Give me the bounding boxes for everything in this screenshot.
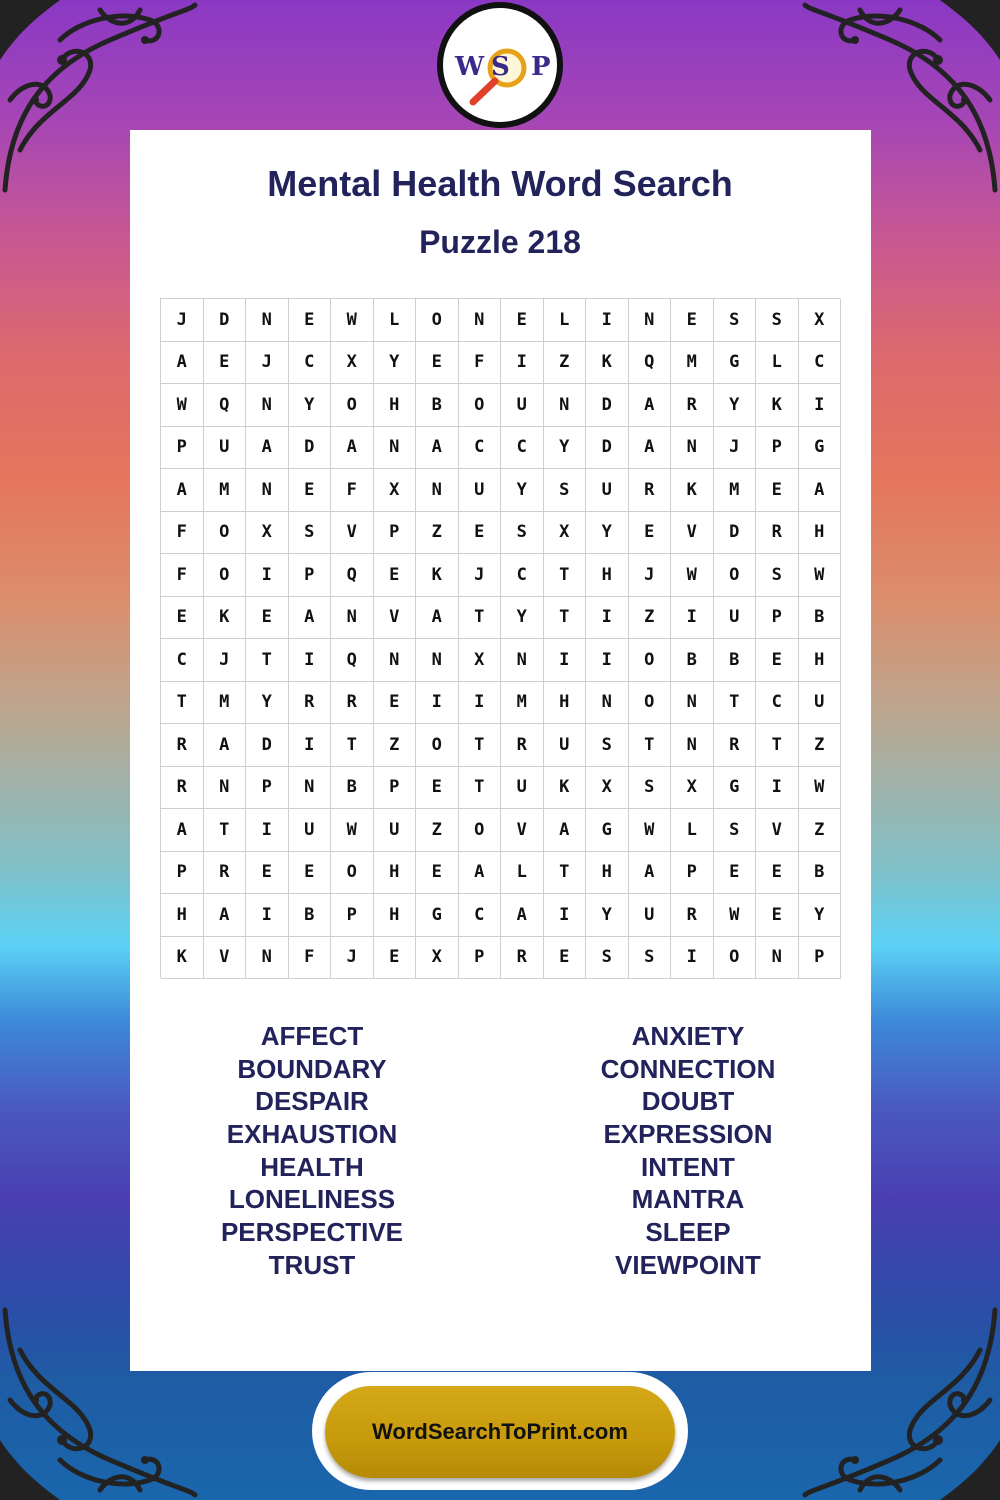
grid-cell[interactable]: O (714, 937, 757, 980)
grid-cell[interactable]: C (501, 427, 544, 470)
word-list-right (538, 1020, 838, 1282)
grid-cell[interactable]: R (331, 682, 374, 725)
grid-cell[interactable]: C (289, 342, 332, 385)
grid-cell[interactable]: E (501, 299, 544, 342)
grid-cell[interactable]: D (204, 299, 247, 342)
grid-cell[interactable]: B (289, 894, 332, 937)
grid-cell[interactable]: N (246, 384, 289, 427)
grid-cell[interactable]: L (544, 299, 587, 342)
grid-cell[interactable]: K (161, 937, 204, 980)
grid-cell[interactable]: R (671, 894, 714, 937)
grid-cell[interactable]: S (756, 299, 799, 342)
grid-cell[interactable]: P (246, 767, 289, 810)
grid-cell[interactable]: M (204, 469, 247, 512)
grid-cell[interactable]: Y (714, 384, 757, 427)
grid-cell[interactable]: P (161, 852, 204, 895)
grid-cell[interactable]: K (586, 342, 629, 385)
grid-cell[interactable]: B (331, 767, 374, 810)
grid-cell[interactable]: N (416, 639, 459, 682)
grid-cell[interactable]: O (459, 809, 502, 852)
grid-cell[interactable]: R (629, 469, 672, 512)
grid-cell[interactable]: R (501, 937, 544, 980)
grid-cell[interactable]: P (459, 937, 502, 980)
grid-cell[interactable]: A (416, 427, 459, 470)
grid-cell[interactable]: B (416, 384, 459, 427)
grid-cell[interactable]: J (331, 937, 374, 980)
grid-cell[interactable]: Z (374, 724, 417, 767)
grid-cell[interactable]: Y (501, 597, 544, 640)
grid-cell[interactable]: I (756, 767, 799, 810)
grid-cell[interactable]: W (799, 554, 842, 597)
grid-cell[interactable]: U (544, 724, 587, 767)
grid-cell[interactable]: A (289, 597, 332, 640)
grid-cell[interactable]: W (629, 809, 672, 852)
grid-cell[interactable]: X (671, 767, 714, 810)
grid-cell[interactable]: N (246, 937, 289, 980)
grid-cell[interactable]: T (246, 639, 289, 682)
puzzle-number: Puzzle 218 (419, 224, 581, 260)
grid-cell[interactable]: W (799, 767, 842, 810)
grid-cell[interactable]: E (416, 852, 459, 895)
page-title: Mental Health Word Search (267, 163, 733, 204)
grid-cell[interactable]: T (204, 809, 247, 852)
grid-cell[interactable]: E (374, 554, 417, 597)
grid-cell[interactable]: E (374, 937, 417, 980)
grid-cell[interactable]: R (161, 767, 204, 810)
grid-cell[interactable]: T (544, 554, 587, 597)
grid-cell[interactable]: U (501, 767, 544, 810)
grid-cell[interactable]: D (714, 512, 757, 555)
grid-cell[interactable]: P (671, 852, 714, 895)
grid-cell[interactable]: N (671, 682, 714, 725)
grid-cell[interactable]: N (246, 469, 289, 512)
word-list-item: MANTRA (631, 1184, 745, 1215)
grid-cell[interactable]: K (204, 597, 247, 640)
grid-cell[interactable]: N (374, 639, 417, 682)
grid-cell[interactable]: R (671, 384, 714, 427)
grid-cell[interactable]: U (289, 809, 332, 852)
grid-cell[interactable]: A (161, 469, 204, 512)
grid-cell[interactable]: O (714, 554, 757, 597)
grid-cell[interactable]: I (289, 639, 332, 682)
grid-cell[interactable]: Z (544, 342, 587, 385)
grid-cell[interactable]: H (586, 852, 629, 895)
grid-cell[interactable]: P (756, 597, 799, 640)
grid-cell[interactable]: X (799, 299, 842, 342)
grid-cell[interactable]: X (459, 639, 502, 682)
grid-cell[interactable]: A (331, 427, 374, 470)
grid-cell[interactable]: D (586, 384, 629, 427)
word-list-item: AFFECT (260, 1021, 364, 1051)
grid-cell[interactable]: T (544, 852, 587, 895)
site-logo[interactable] (437, 2, 563, 128)
grid-cell[interactable]: T (544, 597, 587, 640)
grid-cell[interactable]: X (416, 937, 459, 980)
grid-cell[interactable]: W (714, 894, 757, 937)
grid-cell[interactable]: T (714, 682, 757, 725)
grid-cell[interactable]: Y (289, 384, 332, 427)
grid-cell[interactable]: I (799, 384, 842, 427)
grid-cell[interactable]: A (459, 852, 502, 895)
grid-cell[interactable]: B (799, 852, 842, 895)
word-list-left (162, 1020, 462, 1282)
grid-cell[interactable]: A (161, 342, 204, 385)
grid-cell[interactable]: D (246, 724, 289, 767)
grid-cell[interactable]: X (246, 512, 289, 555)
grid-cell[interactable]: T (459, 597, 502, 640)
grid-cell[interactable]: N (629, 299, 672, 342)
grid-cell[interactable]: E (416, 342, 459, 385)
grid-cell[interactable]: R (756, 512, 799, 555)
word-list-item: HEALTH (260, 1151, 364, 1182)
word-list-item: LONELINESS (228, 1184, 396, 1215)
grid-cell[interactable]: D (586, 427, 629, 470)
grid-cell[interactable]: O (629, 682, 672, 725)
grid-cell[interactable]: R (501, 724, 544, 767)
grid-cell[interactable]: S (629, 937, 672, 980)
grid-cell[interactable]: N (501, 639, 544, 682)
grid-cell[interactable]: I (671, 937, 714, 980)
grid-cell[interactable]: M (714, 469, 757, 512)
grid-cell[interactable]: V (671, 512, 714, 555)
grid-cell[interactable]: G (586, 809, 629, 852)
grid-cell[interactable]: I (544, 639, 587, 682)
grid-cell[interactable]: E (246, 597, 289, 640)
grid-cell[interactable]: K (671, 469, 714, 512)
grid-cell[interactable]: N (671, 724, 714, 767)
grid-cell[interactable]: L (374, 299, 417, 342)
grid-cell[interactable]: A (629, 427, 672, 470)
word-list-item: EXHAUSTION (226, 1119, 398, 1150)
grid-cell[interactable]: V (374, 597, 417, 640)
grid-cell[interactable]: S (714, 809, 757, 852)
grid-cell[interactable]: E (756, 894, 799, 937)
grid-cell[interactable]: G (714, 342, 757, 385)
grid-cell[interactable]: I (416, 682, 459, 725)
grid-cell[interactable]: S (756, 554, 799, 597)
grid-cell[interactable]: X (374, 469, 417, 512)
grid-cell[interactable]: E (459, 512, 502, 555)
grid-cell[interactable]: S (289, 512, 332, 555)
grid-cell[interactable]: E (289, 469, 332, 512)
grid-cell[interactable]: B (799, 597, 842, 640)
grid-cell[interactable]: E (416, 767, 459, 810)
grid-cell[interactable]: A (246, 427, 289, 470)
grid-cell[interactable]: G (416, 894, 459, 937)
grid-cell[interactable]: G (799, 427, 842, 470)
grid-cell[interactable]: F (161, 554, 204, 597)
grid-cell[interactable]: Y (544, 427, 587, 470)
word-list-item: BOUNDARY (237, 1053, 387, 1084)
grid-cell[interactable]: K (756, 384, 799, 427)
grid-cell[interactable]: H (374, 894, 417, 937)
grid-cell[interactable]: H (161, 894, 204, 937)
word-list-item: VIEWPOINT (615, 1249, 761, 1280)
grid-cell[interactable]: Y (374, 342, 417, 385)
grid-cell[interactable]: N (586, 682, 629, 725)
grid-cell[interactable]: N (416, 469, 459, 512)
word-list-item: SLEEP (645, 1217, 731, 1248)
grid-cell[interactable]: L (756, 342, 799, 385)
grid-cell[interactable]: P (289, 554, 332, 597)
grid-cell[interactable]: V (501, 809, 544, 852)
grid-cell[interactable]: E (756, 852, 799, 895)
grid-cell[interactable]: S (586, 937, 629, 980)
grid-cell[interactable]: N (246, 299, 289, 342)
grid-cell[interactable]: Z (629, 597, 672, 640)
grid-cell[interactable]: I (289, 724, 332, 767)
grid-cell[interactable]: Y (799, 894, 842, 937)
logo-badge (443, 8, 557, 122)
grid-cell[interactable]: Q (331, 554, 374, 597)
grid-cell[interactable]: R (161, 724, 204, 767)
grid-cell[interactable]: H (374, 384, 417, 427)
grid-cell[interactable]: P (331, 894, 374, 937)
grid-cell[interactable]: H (586, 554, 629, 597)
grid-cell[interactable]: F (331, 469, 374, 512)
grid-cell[interactable]: F (289, 937, 332, 980)
letter-grid (160, 298, 840, 978)
grid-cell[interactable]: Y (586, 512, 629, 555)
grid-cell[interactable]: U (586, 469, 629, 512)
grid-cell[interactable]: J (161, 299, 204, 342)
grid-cell[interactable]: E (671, 299, 714, 342)
grid-cell[interactable]: X (544, 512, 587, 555)
grid-cell[interactable]: Z (416, 809, 459, 852)
grid-cell[interactable]: H (799, 639, 842, 682)
grid-cell[interactable]: E (204, 342, 247, 385)
grid-cell[interactable]: B (671, 639, 714, 682)
grid-cell[interactable]: V (331, 512, 374, 555)
grid-cell[interactable]: U (374, 809, 417, 852)
grid-cell[interactable]: O (459, 384, 502, 427)
grid-cell[interactable]: E (714, 852, 757, 895)
grid-cell[interactable]: I (586, 597, 629, 640)
grid-cell[interactable]: V (756, 809, 799, 852)
word-list-item: DESPAIR (255, 1086, 369, 1117)
grid-cell[interactable]: C (161, 639, 204, 682)
word-list-item: ANXIETY (631, 1021, 745, 1051)
grid-cell[interactable]: A (799, 469, 842, 512)
grid-cell[interactable]: Z (416, 512, 459, 555)
grid-cell[interactable]: O (331, 384, 374, 427)
grid-cell[interactable]: T (756, 724, 799, 767)
grid-cell[interactable]: W (331, 809, 374, 852)
grid-cell[interactable]: A (544, 809, 587, 852)
grid-cell[interactable]: O (416, 299, 459, 342)
grid-cell[interactable]: N (459, 299, 502, 342)
grid-cell[interactable]: O (629, 639, 672, 682)
word-list-item: INTENT (641, 1151, 735, 1182)
grid-cell[interactable]: A (204, 724, 247, 767)
grid-cell[interactable]: N (289, 767, 332, 810)
grid-cell[interactable]: N (756, 937, 799, 980)
grid-cell[interactable]: N (204, 767, 247, 810)
logo-letter-s: S (491, 52, 510, 82)
grid-cell[interactable]: M (204, 682, 247, 725)
grid-cell[interactable]: Y (501, 469, 544, 512)
grid-cell[interactable]: U (629, 894, 672, 937)
grid-cell[interactable]: F (459, 342, 502, 385)
grid-cell[interactable]: E (629, 512, 672, 555)
grid-cell[interactable]: C (799, 342, 842, 385)
grid-cell[interactable]: T (161, 682, 204, 725)
grid-cell[interactable]: T (459, 767, 502, 810)
grid-cell[interactable]: M (671, 342, 714, 385)
grid-cell[interactable]: J (204, 639, 247, 682)
grid-cell[interactable]: U (459, 469, 502, 512)
site-link-button[interactable]: WordSearchToPrint.com (325, 1386, 675, 1478)
grid-cell[interactable]: A (501, 894, 544, 937)
grid-cell[interactable]: G (714, 767, 757, 810)
grid-cell[interactable]: Q (629, 342, 672, 385)
grid-cell[interactable]: A (629, 852, 672, 895)
grid-cell[interactable]: S (586, 724, 629, 767)
logo-letter-p: P (531, 52, 551, 82)
grid-cell[interactable]: T (459, 724, 502, 767)
grid-cell[interactable]: I (501, 342, 544, 385)
grid-cell[interactable]: C (459, 427, 502, 470)
grid-cell[interactable]: K (544, 767, 587, 810)
grid-cell[interactable]: I (671, 597, 714, 640)
word-list-item: EXPRESSION (603, 1119, 773, 1150)
grid-cell[interactable]: E (374, 682, 417, 725)
grid-cell[interactable]: I (586, 639, 629, 682)
grid-cell[interactable]: I (246, 554, 289, 597)
grid-cell[interactable]: M (501, 682, 544, 725)
grid-cell[interactable]: O (331, 852, 374, 895)
grid-cell[interactable]: P (374, 512, 417, 555)
grid-cell[interactable]: N (671, 427, 714, 470)
word-list-item: PERSPECTIVE (220, 1217, 404, 1248)
grid-cell[interactable]: T (629, 724, 672, 767)
grid-cell[interactable]: I (246, 809, 289, 852)
grid-cell[interactable]: N (544, 384, 587, 427)
grid-cell[interactable]: S (714, 299, 757, 342)
grid-cell[interactable]: P (374, 767, 417, 810)
grid-cell[interactable]: O (204, 512, 247, 555)
logo-letter-w: W (455, 52, 485, 82)
grid-cell[interactable]: Y (586, 894, 629, 937)
grid-cell[interactable]: P (756, 427, 799, 470)
grid-cell[interactable]: X (331, 342, 374, 385)
grid-cell[interactable]: U (204, 427, 247, 470)
grid-cell[interactable]: O (416, 724, 459, 767)
grid-cell[interactable]: J (629, 554, 672, 597)
grid-cell[interactable]: Q (204, 384, 247, 427)
grid-cell[interactable]: A (204, 894, 247, 937)
grid-cell[interactable]: X (586, 767, 629, 810)
grid-cell[interactable]: J (246, 342, 289, 385)
grid-cell[interactable]: B (714, 639, 757, 682)
word-list-item: DOUBT (641, 1086, 735, 1117)
grid-cell[interactable]: Z (799, 809, 842, 852)
word-list-item: CONNECTION (600, 1053, 776, 1084)
grid-cell[interactable]: R (714, 724, 757, 767)
grid-cell[interactable]: L (501, 852, 544, 895)
grid-cell[interactable]: T (331, 724, 374, 767)
grid-cell[interactable]: L (671, 809, 714, 852)
grid-cell[interactable]: P (799, 937, 842, 980)
grid-cell[interactable]: E (756, 469, 799, 512)
grid-cell[interactable]: N (374, 427, 417, 470)
grid-cell[interactable]: J (714, 427, 757, 470)
grid-cell[interactable]: E (289, 852, 332, 895)
grid-cell[interactable]: A (161, 809, 204, 852)
grid-cell[interactable]: E (246, 852, 289, 895)
grid-cell[interactable]: I (544, 894, 587, 937)
grid-cell[interactable]: K (416, 554, 459, 597)
grid-cell[interactable]: C (501, 554, 544, 597)
grid-cell[interactable]: H (374, 852, 417, 895)
grid-cell[interactable]: J (459, 554, 502, 597)
grid-cell[interactable]: F (161, 512, 204, 555)
grid-cell[interactable]: O (204, 554, 247, 597)
grid-cell[interactable]: S (501, 512, 544, 555)
grid-cell[interactable]: D (289, 427, 332, 470)
grid-cell[interactable]: Y (246, 682, 289, 725)
grid-cell[interactable]: A (629, 384, 672, 427)
grid-cell[interactable]: S (629, 767, 672, 810)
grid-cell[interactable]: W (331, 299, 374, 342)
grid-cell[interactable]: U (714, 597, 757, 640)
grid-cell[interactable]: I (586, 299, 629, 342)
grid-cell[interactable]: E (289, 299, 332, 342)
grid-cell[interactable]: H (544, 682, 587, 725)
grid-cell[interactable]: E (544, 937, 587, 980)
grid-cell[interactable]: E (756, 639, 799, 682)
grid-cell[interactable]: P (161, 427, 204, 470)
word-list-item: TRUST (268, 1249, 356, 1280)
grid-cell[interactable]: C (756, 682, 799, 725)
grid-cell[interactable]: R (289, 682, 332, 725)
grid-cell[interactable]: U (501, 384, 544, 427)
grid-cell[interactable]: H (799, 512, 842, 555)
grid-cell[interactable]: C (459, 894, 502, 937)
grid-cell[interactable]: V (204, 937, 247, 980)
grid-cell[interactable]: Q (331, 639, 374, 682)
grid-cell[interactable]: W (671, 554, 714, 597)
grid-cell[interactable]: I (459, 682, 502, 725)
grid-cell[interactable]: S (544, 469, 587, 512)
grid-cell[interactable]: E (161, 597, 204, 640)
grid-cell[interactable]: W (161, 384, 204, 427)
grid-cell[interactable]: I (246, 894, 289, 937)
grid-cell[interactable]: N (331, 597, 374, 640)
grid-cell[interactable]: R (204, 852, 247, 895)
grid-cell[interactable]: Z (799, 724, 842, 767)
grid-cell[interactable]: A (416, 597, 459, 640)
grid-cell[interactable]: U (799, 682, 842, 725)
